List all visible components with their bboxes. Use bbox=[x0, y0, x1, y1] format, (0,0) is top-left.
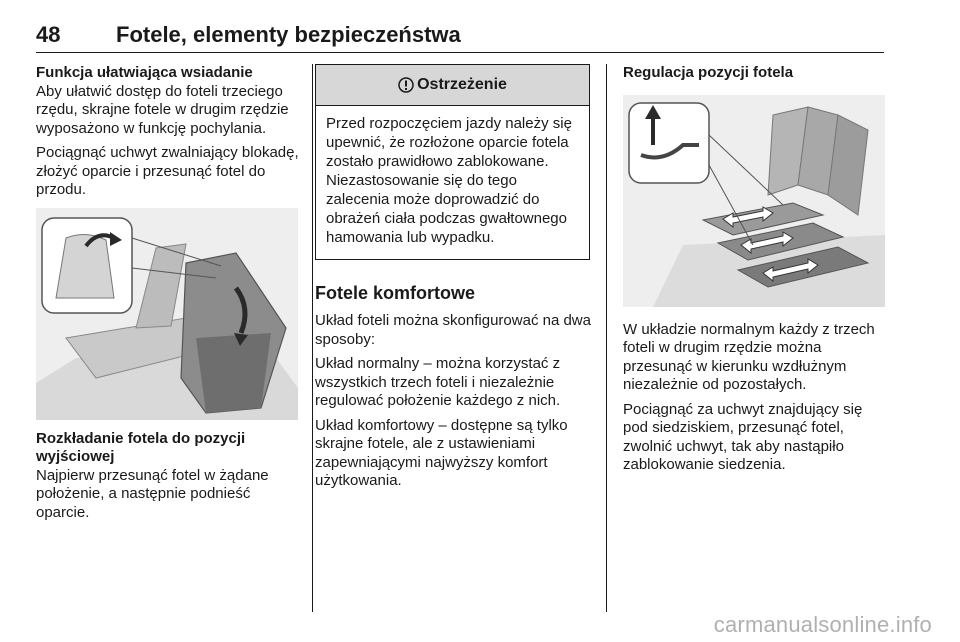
chapter-title: Fotele, elementy bezpieczeństwa bbox=[116, 22, 461, 47]
seat-adjustment-illustration bbox=[623, 95, 885, 307]
column-1 bbox=[36, 64, 302, 528]
paragraph-restore-position: Najpierw przesunąć fotel w żądane położenie, a następnie podnieść oparcie. bbox=[36, 466, 269, 521]
column-divider-1 bbox=[312, 64, 313, 612]
paragraph-handle-instructions: Pociągnąć za uchwyt znajdujący się pod siedziskiem, przesunąć fotel, zwolnić uchwyt, tak aby nastąpiło zablokowanie siedzenia. bbox=[623, 400, 863, 473]
warning-header bbox=[316, 65, 589, 106]
heading-easy-entry: Funkcja ułatwiająca wsiadanie bbox=[36, 64, 253, 81]
warning-box bbox=[315, 64, 590, 260]
seat-folding-illustration bbox=[36, 208, 298, 420]
paragraph-configuration: Układ foteli można skonfigurować na dwa sposoby: bbox=[315, 312, 591, 348]
warning-text: Przed rozpoczęciem jazdy należy się upewnić, że rozłożone oparcie fotela zostało prawidłowo zablokowane. Niezastosowanie się do tego zalecenia może doprowadzić do obrażeń ciała podczas gwałtownego hamowania lub wypadku. bbox=[326, 115, 572, 246]
heading-seat-adjustment: Regulacja pozycji fotela bbox=[623, 64, 794, 81]
column-2 bbox=[315, 64, 593, 497]
column-divider-2 bbox=[606, 64, 607, 612]
paragraph-normal-layout: Układ normalny – można korzystać z wszystkich trzech foteli i niezależnie regulować położenie każdego z nich. bbox=[315, 355, 561, 409]
section-title-comfort-seats: Fotele komfortowe bbox=[315, 283, 476, 303]
paragraph-normal-adjustment: W układzie normalnym każdy z trzech foteli w drugim rzędzie można przesunąć w kierunku wzdłużnym niezależnie od pozostałych. bbox=[623, 320, 875, 393]
paragraph-release-handle: Pociągnąć uchwyt zwalniający blokadę, złożyć oparcie i przesunąć fotel do przodu. bbox=[36, 144, 299, 198]
column-3 bbox=[623, 64, 889, 481]
watermark: carmanualsonline.info bbox=[713, 612, 932, 637]
paragraph-easy-entry: Aby ułatwić dostęp do foteli trzeciego rzędu, skrajne fotele w drugim rzędzie wyposażono w funkcję pochylania. bbox=[36, 82, 289, 137]
page-header bbox=[36, 22, 884, 53]
warning-title: Ostrzeżenie bbox=[417, 75, 507, 93]
page-number: 48 bbox=[36, 22, 61, 47]
paragraph-comfort-layout: Układ komfortowy – dostępne są tylko skrajne fotele, ale z ustawieniami zapewniającymi najwyższy komfort użytkowania. bbox=[315, 416, 568, 489]
heading-restore-position: Rozkładanie fotela do pozycji wyjściowej bbox=[36, 429, 246, 465]
warning-icon bbox=[398, 77, 414, 93]
